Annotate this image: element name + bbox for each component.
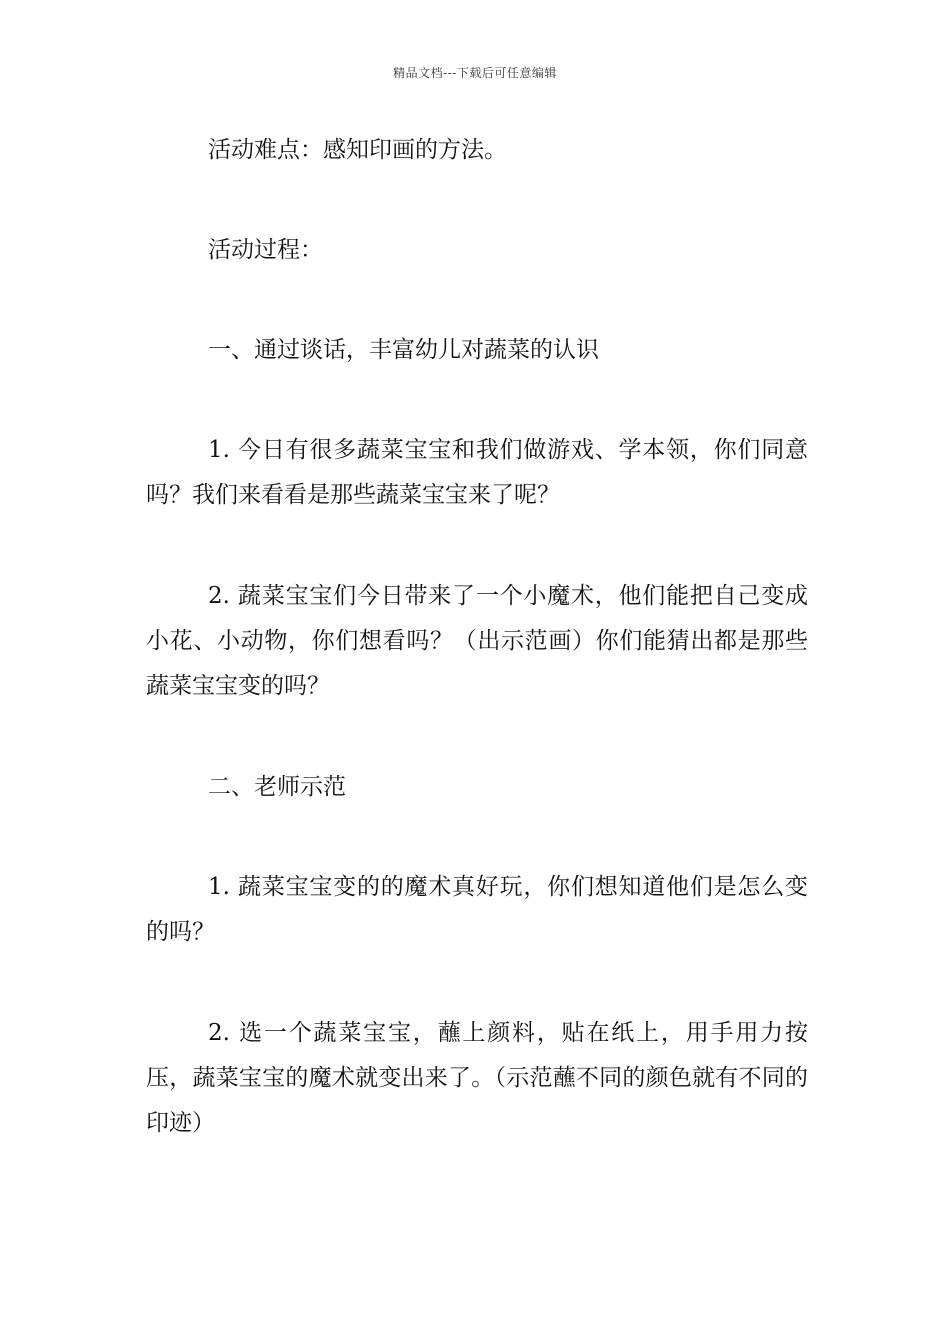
paragraph-item-1-2: 2. 蔬菜宝宝们今日带来了一个小魔术，他们能把自己变成小花、小动物，你们想看吗？（出示范画）你们能猜出都是那些蔬菜宝宝变的吗？ — [146, 583, 808, 699]
page-header: 精品文档---下载后可任意编辑 — [393, 66, 557, 80]
paragraph-item-2-2: 2. 选一个蔬菜宝宝，蘸上颜料，贴在纸上，用手用力按压，蔬菜宝宝的魔术就变出来了。（示范蘸不同的颜色就有不同的印迹） — [146, 1020, 808, 1136]
paragraph-difficulty: 活动难点：感知印画的方法。 — [208, 137, 507, 163]
section-heading-2: 二、老师示范 — [208, 774, 346, 800]
section-heading-1: 一、通过谈话，丰富幼儿对蔬菜的认识 — [208, 337, 599, 363]
paragraph-process-heading: 活动过程： — [208, 237, 323, 263]
paragraph-item-2-1: 1. 蔬菜宝宝变的的魔术真好玩，你们想知道他们是怎么变的吗？ — [146, 874, 808, 945]
paragraph-item-1-1: 1. 今日有很多蔬菜宝宝和我们做游戏、学本领，你们同意吗？我们来看看是那些蔬菜宝宝来了呢？ — [146, 437, 808, 508]
document-body — [146, 128, 808, 1146]
